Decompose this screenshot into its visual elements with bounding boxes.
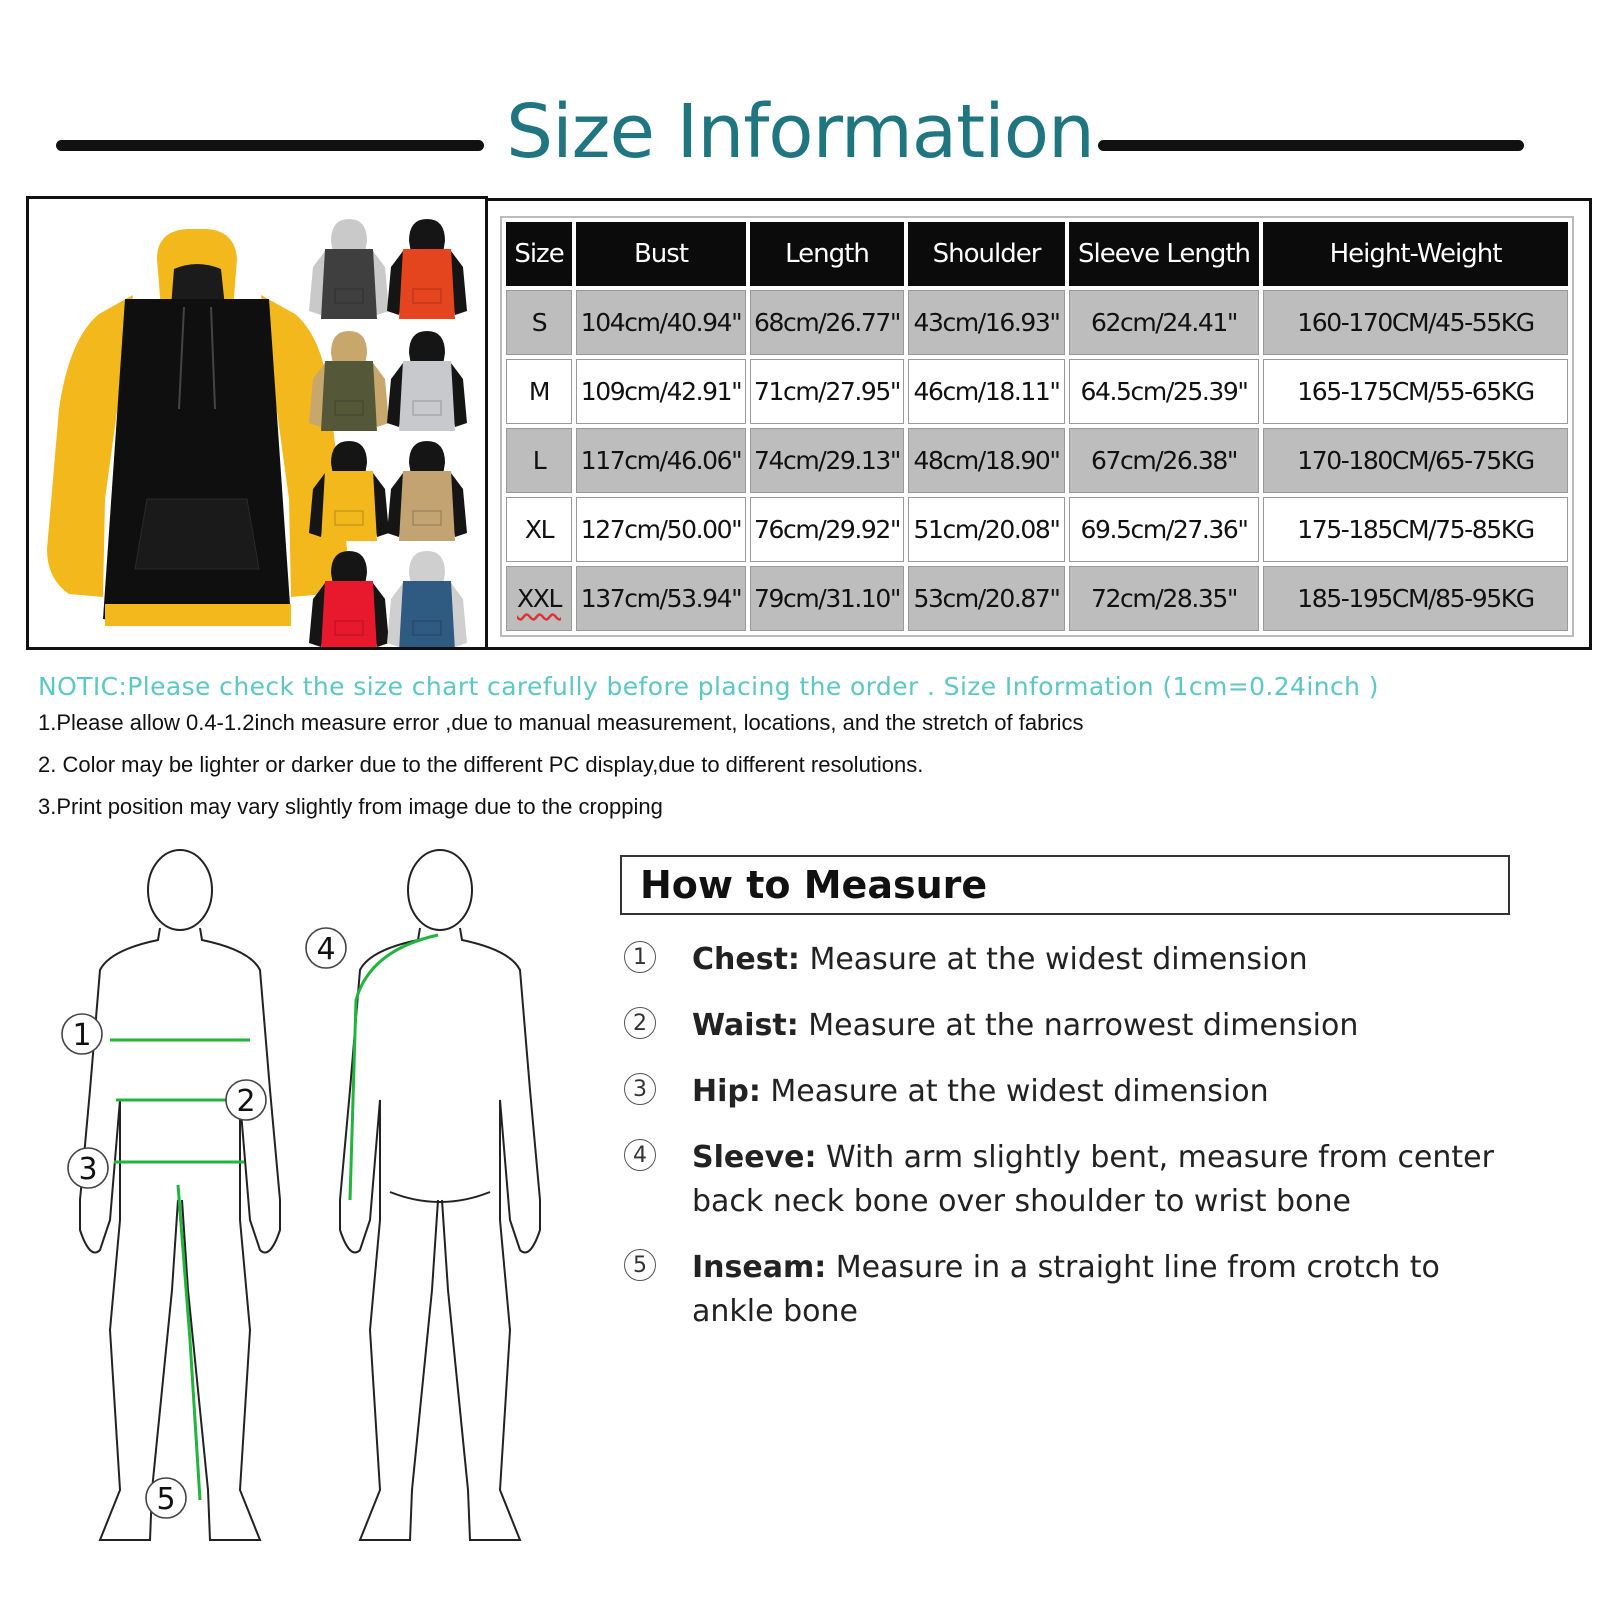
step-term: Hip: <box>692 1074 761 1109</box>
size-cell: L <box>506 428 572 493</box>
page-title: Size Information <box>506 89 1094 175</box>
table-cell: 127cm/50.00" <box>576 497 746 562</box>
note-2: 2. Color may be lighter or darker due to the different PC display,due to different resolutions. <box>38 752 924 777</box>
note-1: 1.Please allow 0.4-1.2inch measure error ,due to manual measurement, locations, and the stretch of fabrics <box>38 710 1084 735</box>
table-cell: 64.5cm/25.39" <box>1069 359 1259 424</box>
table-cell: 48cm/18.90" <box>908 428 1065 493</box>
hoodie-thumbnail-khaki-black <box>387 441 467 541</box>
figure-label-4: 4 <box>316 932 336 967</box>
size-table <box>500 216 1574 637</box>
size-cell: XL <box>506 497 572 562</box>
step-number: 1 <box>624 941 656 973</box>
size-cell: S <box>506 290 572 355</box>
header-length: Length <box>750 222 904 286</box>
main-hoodie-image <box>47 229 347 626</box>
header-shoulder: Shoulder <box>908 222 1065 286</box>
size-cell: M <box>506 359 572 424</box>
table-cell: 72cm/28.35" <box>1069 566 1259 631</box>
table-cell: 69.5cm/27.36" <box>1069 497 1259 562</box>
table-cell: 170-180CM/65-75KG <box>1263 428 1568 493</box>
sleeve-line <box>350 935 438 1200</box>
table-cell: 185-195CM/85-95KG <box>1263 566 1568 631</box>
table-row <box>506 428 1568 493</box>
inseam-line <box>178 1185 200 1500</box>
how-to-measure-title: How to Measure <box>640 863 988 907</box>
hoodie-images <box>29 199 485 647</box>
table-cell: 109cm/42.91" <box>576 359 746 424</box>
title-rule-left <box>56 140 484 151</box>
step-term: Chest: <box>692 942 800 977</box>
how-to-measure-box <box>620 855 1510 915</box>
table-cell: 68cm/26.77" <box>750 290 904 355</box>
header-size: Size <box>506 222 572 286</box>
table-row <box>506 359 1568 424</box>
table-cell: 51cm/20.08" <box>908 497 1065 562</box>
step-number: 4 <box>624 1139 656 1171</box>
title-row <box>0 80 1600 190</box>
table-cell: 62cm/24.41" <box>1069 290 1259 355</box>
notice-text: NOTIC:Please check the size chart carefully before placing the order . Size Information (1cm=0.24inch ) <box>38 672 1379 701</box>
hoodie-thumbnail-orange-black <box>387 219 467 319</box>
header-sleeve-length: Sleeve Length <box>1069 222 1259 286</box>
table-cell: 137cm/53.94" <box>576 566 746 631</box>
table-cell: 53cm/20.87" <box>908 566 1065 631</box>
step-description: Measure at the narrowest dimension <box>798 1008 1359 1043</box>
header-height-weight: Height-Weight <box>1263 222 1568 286</box>
table-row <box>506 566 1568 631</box>
hoodie-thumbnail-blue-gray <box>387 551 467 647</box>
figure-label-1: 1 <box>72 1018 92 1053</box>
table-cell: 67cm/26.38" <box>1069 428 1259 493</box>
figure-label-2: 2 <box>236 1084 256 1119</box>
step-number: 5 <box>624 1249 656 1281</box>
step-term: Waist: <box>692 1008 799 1043</box>
header-bust: Bust <box>576 222 746 286</box>
table-header-row <box>506 222 1568 286</box>
step-description: Measure at the widest dimension <box>799 942 1308 977</box>
step-description: Measure in a straight line from crotch to ankle bone <box>692 1250 1440 1329</box>
back-figure <box>340 850 540 1540</box>
table-cell: 104cm/40.94" <box>576 290 746 355</box>
table-cell: 165-175CM/55-65KG <box>1263 359 1568 424</box>
step-term: Sleeve: <box>692 1140 817 1175</box>
figure-label-3: 3 <box>78 1152 98 1187</box>
size-cell: XXL <box>506 566 572 631</box>
step-term: Inseam: <box>692 1250 827 1285</box>
table-cell: 117cm/46.06" <box>576 428 746 493</box>
table-cell: 175-185CM/75-85KG <box>1263 497 1568 562</box>
table-cell: 76cm/29.92" <box>750 497 904 562</box>
figure-number-labels <box>62 928 346 1518</box>
step-number: 2 <box>624 1007 656 1039</box>
hoodie-thumbnail-olive-khaki <box>309 331 389 431</box>
note-3: 3.Print position may vary slightly from image due to the cropping <box>38 794 663 819</box>
table-cell: 46cm/18.11" <box>908 359 1065 424</box>
table-cell: 74cm/29.13" <box>750 428 904 493</box>
step-number: 3 <box>624 1073 656 1105</box>
size-chart-panel <box>488 198 1592 650</box>
title-rule-right <box>1098 140 1524 151</box>
measurement-figures <box>40 840 580 1580</box>
table-cell: 43cm/16.93" <box>908 290 1065 355</box>
product-image-panel <box>26 196 488 650</box>
step-description: With arm slightly bent, measure from center back neck bone over shoulder to wrist bone <box>692 1140 1494 1219</box>
hoodie-thumbnail-gray-black <box>387 331 467 431</box>
hoodie-thumbnail-darkgray-lightgray <box>309 219 389 319</box>
figure-label-5: 5 <box>156 1482 176 1517</box>
step-description: Measure at the widest dimension <box>760 1074 1269 1109</box>
table-row <box>506 497 1568 562</box>
table-row <box>506 290 1568 355</box>
table-cell: 160-170CM/45-55KG <box>1263 290 1568 355</box>
table-cell: 71cm/27.95" <box>750 359 904 424</box>
table-cell: 79cm/31.10" <box>750 566 904 631</box>
